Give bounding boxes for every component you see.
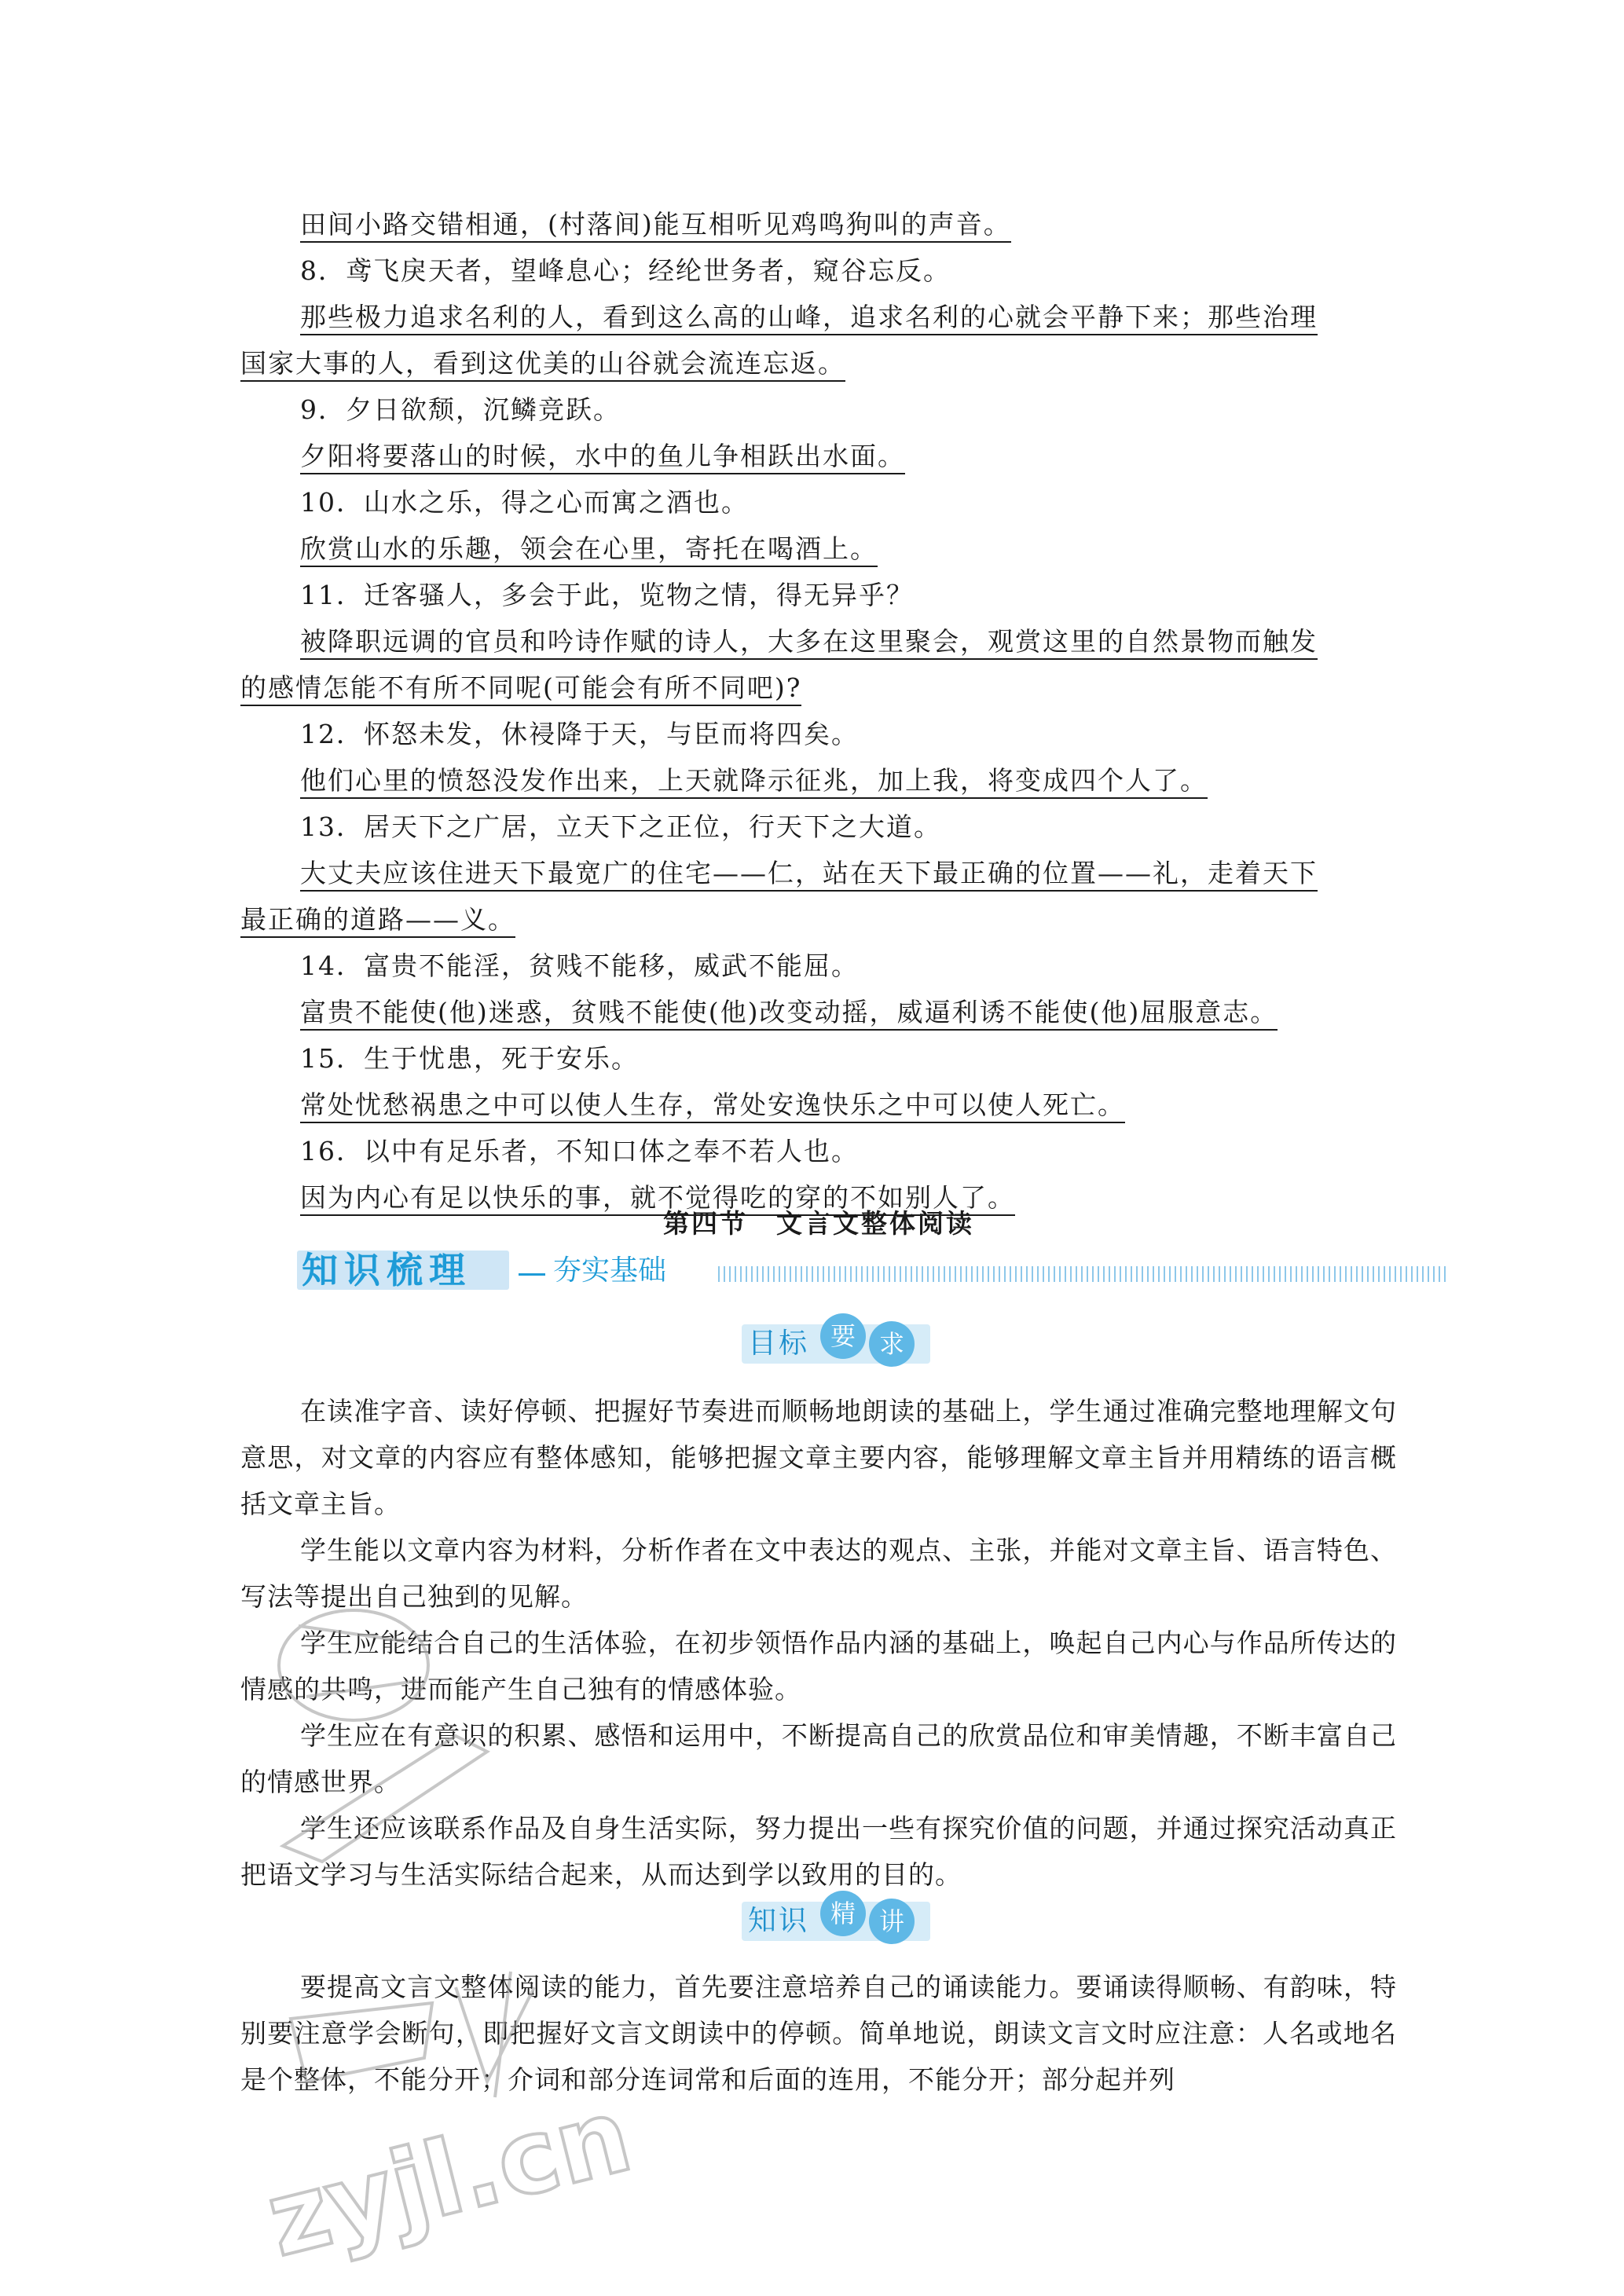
answer-line: 夕阳将要落山的时候，水中的鱼儿争相跃出水面。: [240, 433, 1397, 479]
answer-line: 的感情怎能不有所不同呢(可能会有所不同吧)?: [240, 665, 1397, 711]
goals-paragraph: 学生还应该联系作品及自身生活实际，努力提出一些有探究价值的问题，并通过探究活动真正把语文学习与生活实际结合起来，从而达到学以致用的目的。: [240, 1813, 1397, 1890]
goals-paragraph: 学生能以文章内容为材料，分析作者在文中表达的观点、主张，并能对文章主旨、语言特色、写法等提出自己独到的见解。: [240, 1535, 1397, 1612]
question-line: 15．生于忧患，死于安乐。: [300, 1043, 639, 1074]
knowledge-paragraph: 要提高文言文整体阅读的能力，首先要注意培养自己的诵读能力。要诵读得顺畅、有韵味，特别要注意学会断句，即把握好文言文朗读中的停顿。简单地说，朗读文言文时应注意：人名或地名是个整体，不能分开；介词和部分连词常和后面的连用，不能分开；部分起并列: [240, 1972, 1397, 2095]
goals-paragraph: 学生应在有意识的积累、感悟和运用中，不断提高自己的欣赏品位和审美情趣，不断丰富自己的情感世界。: [240, 1720, 1397, 1797]
answer-line: 常处忧愁祸患之中可以使人生存，常处安逸快乐之中可以使人死亡。: [240, 1082, 1397, 1128]
banner-subtitle: 夯实基础: [553, 1254, 667, 1287]
question-line: 9．夕日欲颓，沉鳞竞跃。: [300, 394, 621, 425]
answer-line: 被降职远调的官员和吟诗作赋的诗人，大多在这里聚会，观赏这里的自然景物而触发: [240, 618, 1397, 665]
question-line: 10．山水之乐，得之心而寓之酒也。: [300, 487, 749, 518]
badge-char: 要: [820, 1313, 866, 1359]
knowledge-badge: [742, 1889, 938, 1944]
question-line: 16．以中有足乐者，不知口体之奉不若人也。: [300, 1136, 859, 1166]
section-number: 第四节: [663, 1208, 748, 1239]
banner-stripes: [718, 1266, 1448, 1282]
answer-line: 国家大事的人，看到这优美的山谷就会流连忘返。: [240, 340, 1397, 386]
answer-line: 欣赏山水的乐趣，领会在心里，寄托在喝酒上。: [240, 525, 1397, 572]
badge-char: 求: [869, 1321, 915, 1367]
banner-dash: [519, 1273, 545, 1276]
answer-line: 大丈夫应该住进天下最宽广的住宅——仁，站在天下最正确的位置——礼，走着天下: [240, 850, 1397, 896]
question-line: 8．鸢飞戾天者，望峰息心；经纶世务者，窥谷忘反。: [300, 255, 951, 286]
section-title: [240, 1203, 1397, 1240]
answer-line: 那些极力追求名利的人，看到这么高的山峰，追求名利的心就会平静下来；那些治理: [240, 294, 1397, 340]
goals-paragraph: 学生应能结合自己的生活体验，在初步领悟作品内涵的基础上，唤起自己内心与作品所传达的情感的共鸣，进而能产生自己独有的情感体验。: [240, 1628, 1397, 1705]
question-line: 12．怀怒未发，休祲降于天，与臣而将四矣。: [300, 719, 859, 749]
question-line: 14．富贵不能淫，贫贱不能移，威武不能屈。: [300, 950, 859, 981]
badge-char: 讲: [869, 1899, 915, 1944]
goals-paragraph: 在读准字音、读好停顿、把握好节奏进而顺畅地朗读的基础上，学生通过准确完整地理解文句意思，对文章的内容应有整体感知，能够把握文章主要内容，能够理解文章主旨并用精练的语言概括文章主旨。: [240, 1396, 1397, 1519]
answer-line: 因为内心有足以快乐的事，就不觉得吃的穿的不如别人了。: [240, 1174, 1397, 1221]
badge-label: 知识: [748, 1905, 810, 1937]
banner-title: 知识梳理: [302, 1249, 471, 1291]
answer-line: 最正确的道路——义。: [240, 896, 1397, 943]
answer-line: 田间小路交错相通，(村落间)能互相听见鸡鸣狗叫的声音。: [240, 201, 1397, 247]
watermark-text: zyjl.cn: [255, 2074, 643, 2280]
badge-label: 目标: [748, 1327, 810, 1360]
badge-char: 精: [820, 1891, 866, 1936]
goals-badge: [742, 1312, 938, 1367]
knowledge-banner: [297, 1247, 1448, 1293]
question-line: 13．居天下之广居，立天下之正位，行天下之大道。: [300, 811, 941, 842]
section-name: 文言文整体阅读: [776, 1208, 974, 1239]
answer-line: 他们心里的愤怒没发作出来，上天就降示征兆，加上我，将变成四个人了。: [240, 757, 1397, 804]
question-line: 11．迁客骚人，多会于此，览物之情，得无异乎？: [300, 580, 914, 610]
answer-line: 富贵不能使(他)迷惑，贫贱不能使(他)改变动摇，威逼利诱不能使(他)屈服意志。: [240, 989, 1397, 1035]
